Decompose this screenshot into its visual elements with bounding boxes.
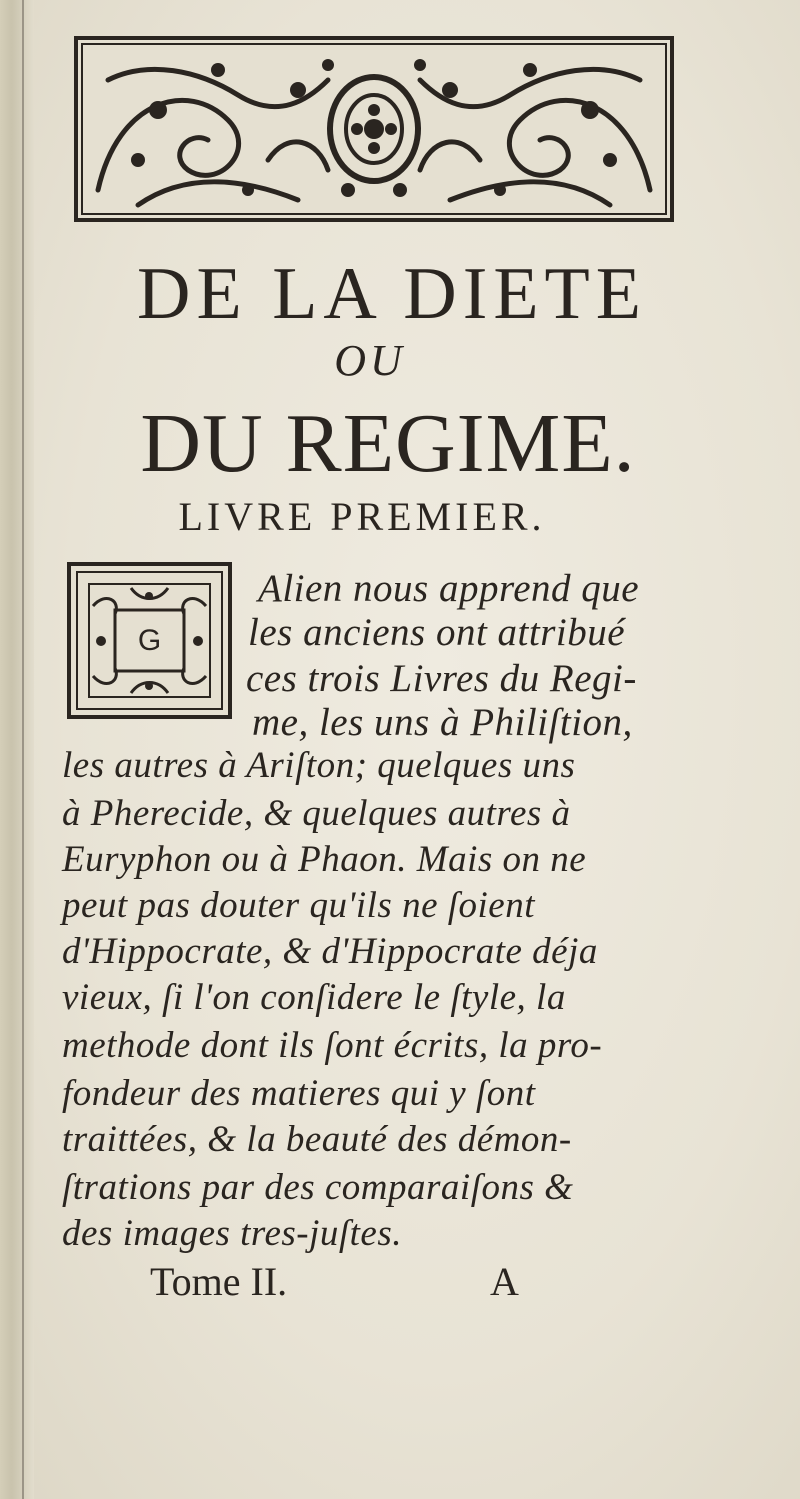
book-gutter [0,0,34,1499]
ornamental-headpiece [74,36,674,222]
body-line-6: à Pherecide, & quelques autres à [62,793,571,834]
body-line-15: des images tres-juſtes. [62,1213,403,1254]
drop-cap [67,562,232,719]
body-line-8: peut pas douter qu'ils ne ſoient [62,885,536,926]
title-line-2: OU [334,336,406,385]
body-line-12: fondeur des matieres qui y ſont [62,1073,536,1114]
body-line-7: Euryphon ou à Phaon. Mais on ne [62,839,587,880]
drop-cap-letter: G [137,623,162,657]
signature-mark: A [490,1259,519,1304]
body-line-10: vieux, ſi l'on conſidere le ſtyle, la [62,977,566,1018]
body-line-11: methode dont ils ſont écrits, la pro- [62,1025,603,1066]
book-subtitle: LIVRE PREMIER. [178,494,546,539]
body-line-14: ſtrations par des comparaiſons & [62,1167,574,1208]
body-line-3: ces trois Livres du Regi- [246,657,637,700]
title-line-3: DU REGIME. [140,397,636,490]
title-line-1: DE LA DIETE [137,253,647,335]
headpiece-ornament-graphic [78,40,670,218]
body-line-1: Alien nous apprend que [258,567,640,610]
gutter-edge [22,0,24,1499]
body-line-2: les anciens ont attribué [248,611,626,654]
body-line-13: traittées, & la beauté des démon- [62,1119,572,1160]
body-line-4: me, les uns à Philiſtion, [252,701,633,744]
volume-number: Tome II. [150,1259,288,1304]
body-line-9: d'Hippocrate, & d'Hippocrate déja [62,931,598,972]
body-line-5: les autres à Ariſton; quelques uns [62,745,576,786]
